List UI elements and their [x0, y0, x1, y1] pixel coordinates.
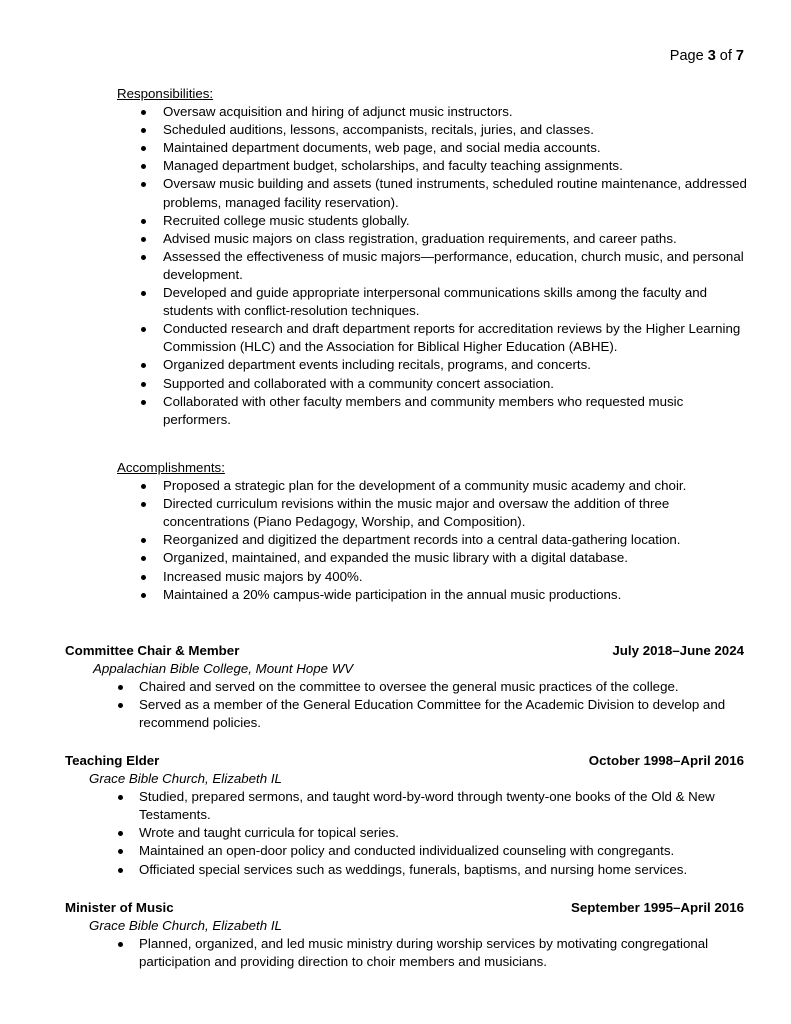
- list-item: Managed department budget, scholarships, and faculty teaching assignments.: [117, 157, 752, 175]
- job-title: Committee Chair & Member: [65, 643, 240, 658]
- page-label: Page: [669, 48, 704, 64]
- list-item: Conducted research and draft department reports for accreditation reviews by the Higher Learning Commission (HLC) and the Association for Biblical Higher Education (ABHE).: [117, 320, 752, 356]
- job-duties-list: [65, 678, 744, 732]
- page-current: 3: [707, 48, 716, 64]
- list-item: Advised music majors on class registration, graduation requirements, and career paths.: [117, 230, 752, 248]
- list-item: Chaired and served on the committee to oversee the general music practices of the college.: [65, 678, 744, 696]
- job-title: Minister of Music: [65, 900, 174, 915]
- list-item: Officiated special services such as weddings, funerals, baptisms, and nursing home services.: [65, 861, 744, 879]
- job-header: [65, 899, 744, 917]
- job-teaching-elder: [65, 752, 744, 879]
- job-title: Teaching Elder: [65, 753, 160, 768]
- page-separator: of: [719, 48, 732, 64]
- list-item: Studied, prepared sermons, and taught word-by-word through twenty-one books of the Old & New Testaments.: [65, 788, 744, 824]
- job-dates: October 1998–April 2016: [588, 753, 744, 768]
- list-item: Assessed the effectiveness of music majors—performance, education, church music, and personal development.: [117, 248, 752, 284]
- list-item: Proposed a strategic plan for the development of a community music academy and choir.: [117, 477, 752, 495]
- list-item: Recruited college music students globally.: [117, 212, 752, 230]
- job-duties-list: [65, 788, 744, 878]
- responsibilities-section: [117, 85, 752, 429]
- job-duties-list: [65, 935, 744, 971]
- list-item: Collaborated with other faculty members and community members who requested music performers.: [117, 393, 752, 429]
- job-committee-chair: [65, 642, 744, 732]
- job-organization: Grace Bible Church, Elizabeth IL: [89, 918, 282, 934]
- list-item: Organized, maintained, and expanded the music library with a digital database.: [117, 549, 752, 567]
- page-number: [670, 47, 744, 65]
- responsibilities-list: [117, 103, 752, 429]
- accomplishments-section: [117, 459, 752, 604]
- job-dates: September 1995–April 2016: [571, 900, 744, 915]
- list-item: Maintained a 20% campus-wide participation in the annual music productions.: [117, 586, 752, 604]
- job-header: [65, 752, 744, 770]
- list-item: Scheduled auditions, lessons, accompanists, recitals, juries, and classes.: [117, 121, 752, 139]
- list-item: Planned, organized, and led music ministry during worship services by motivating congregational participation and providing direction to choir members and musicians.: [65, 935, 744, 971]
- list-item: Maintained an open-door policy and conducted individualized counseling with congregants.: [65, 842, 744, 860]
- list-item: Reorganized and digitized the department records into a central data-gathering location.: [117, 531, 752, 549]
- job-header: [65, 642, 744, 660]
- list-item: Supported and collaborated with a community concert association.: [117, 375, 752, 393]
- list-item: Maintained department documents, web page, and social media accounts.: [117, 139, 752, 157]
- list-item: Oversaw acquisition and hiring of adjunct music instructors.: [117, 103, 752, 121]
- job-organization: Appalachian Bible College, Mount Hope WV: [93, 661, 354, 677]
- responsibilities-heading: Responsibilities:: [117, 86, 214, 101]
- page-total: 7: [735, 48, 744, 64]
- list-item: Directed curriculum revisions within the music major and oversaw the addition of three concentrations (Piano Pedagogy, Worship, and Composition).: [117, 495, 752, 531]
- accomplishments-list: [117, 477, 752, 604]
- list-item: Served as a member of the General Education Committee for the Academic Division to develop and recommend policies.: [65, 696, 744, 732]
- list-item: Wrote and taught curricula for topical series.: [65, 824, 744, 842]
- job-dates: July 2018–June 2024: [612, 643, 744, 658]
- list-item: Organized department events including recitals, programs, and concerts.: [117, 356, 752, 374]
- list-item: Increased music majors by 400%.: [117, 568, 752, 586]
- job-minister-of-music: [65, 899, 744, 971]
- job-organization: Grace Bible Church, Elizabeth IL: [89, 771, 282, 787]
- list-item: Developed and guide appropriate interpersonal communications skills among the faculty and students with conflict-resolution techniques.: [117, 284, 752, 320]
- accomplishments-heading: Accomplishments:: [117, 460, 225, 475]
- list-item: Oversaw music building and assets (tuned instruments, scheduled routine maintenance, addressed problems, managed facility reservation).: [117, 175, 752, 211]
